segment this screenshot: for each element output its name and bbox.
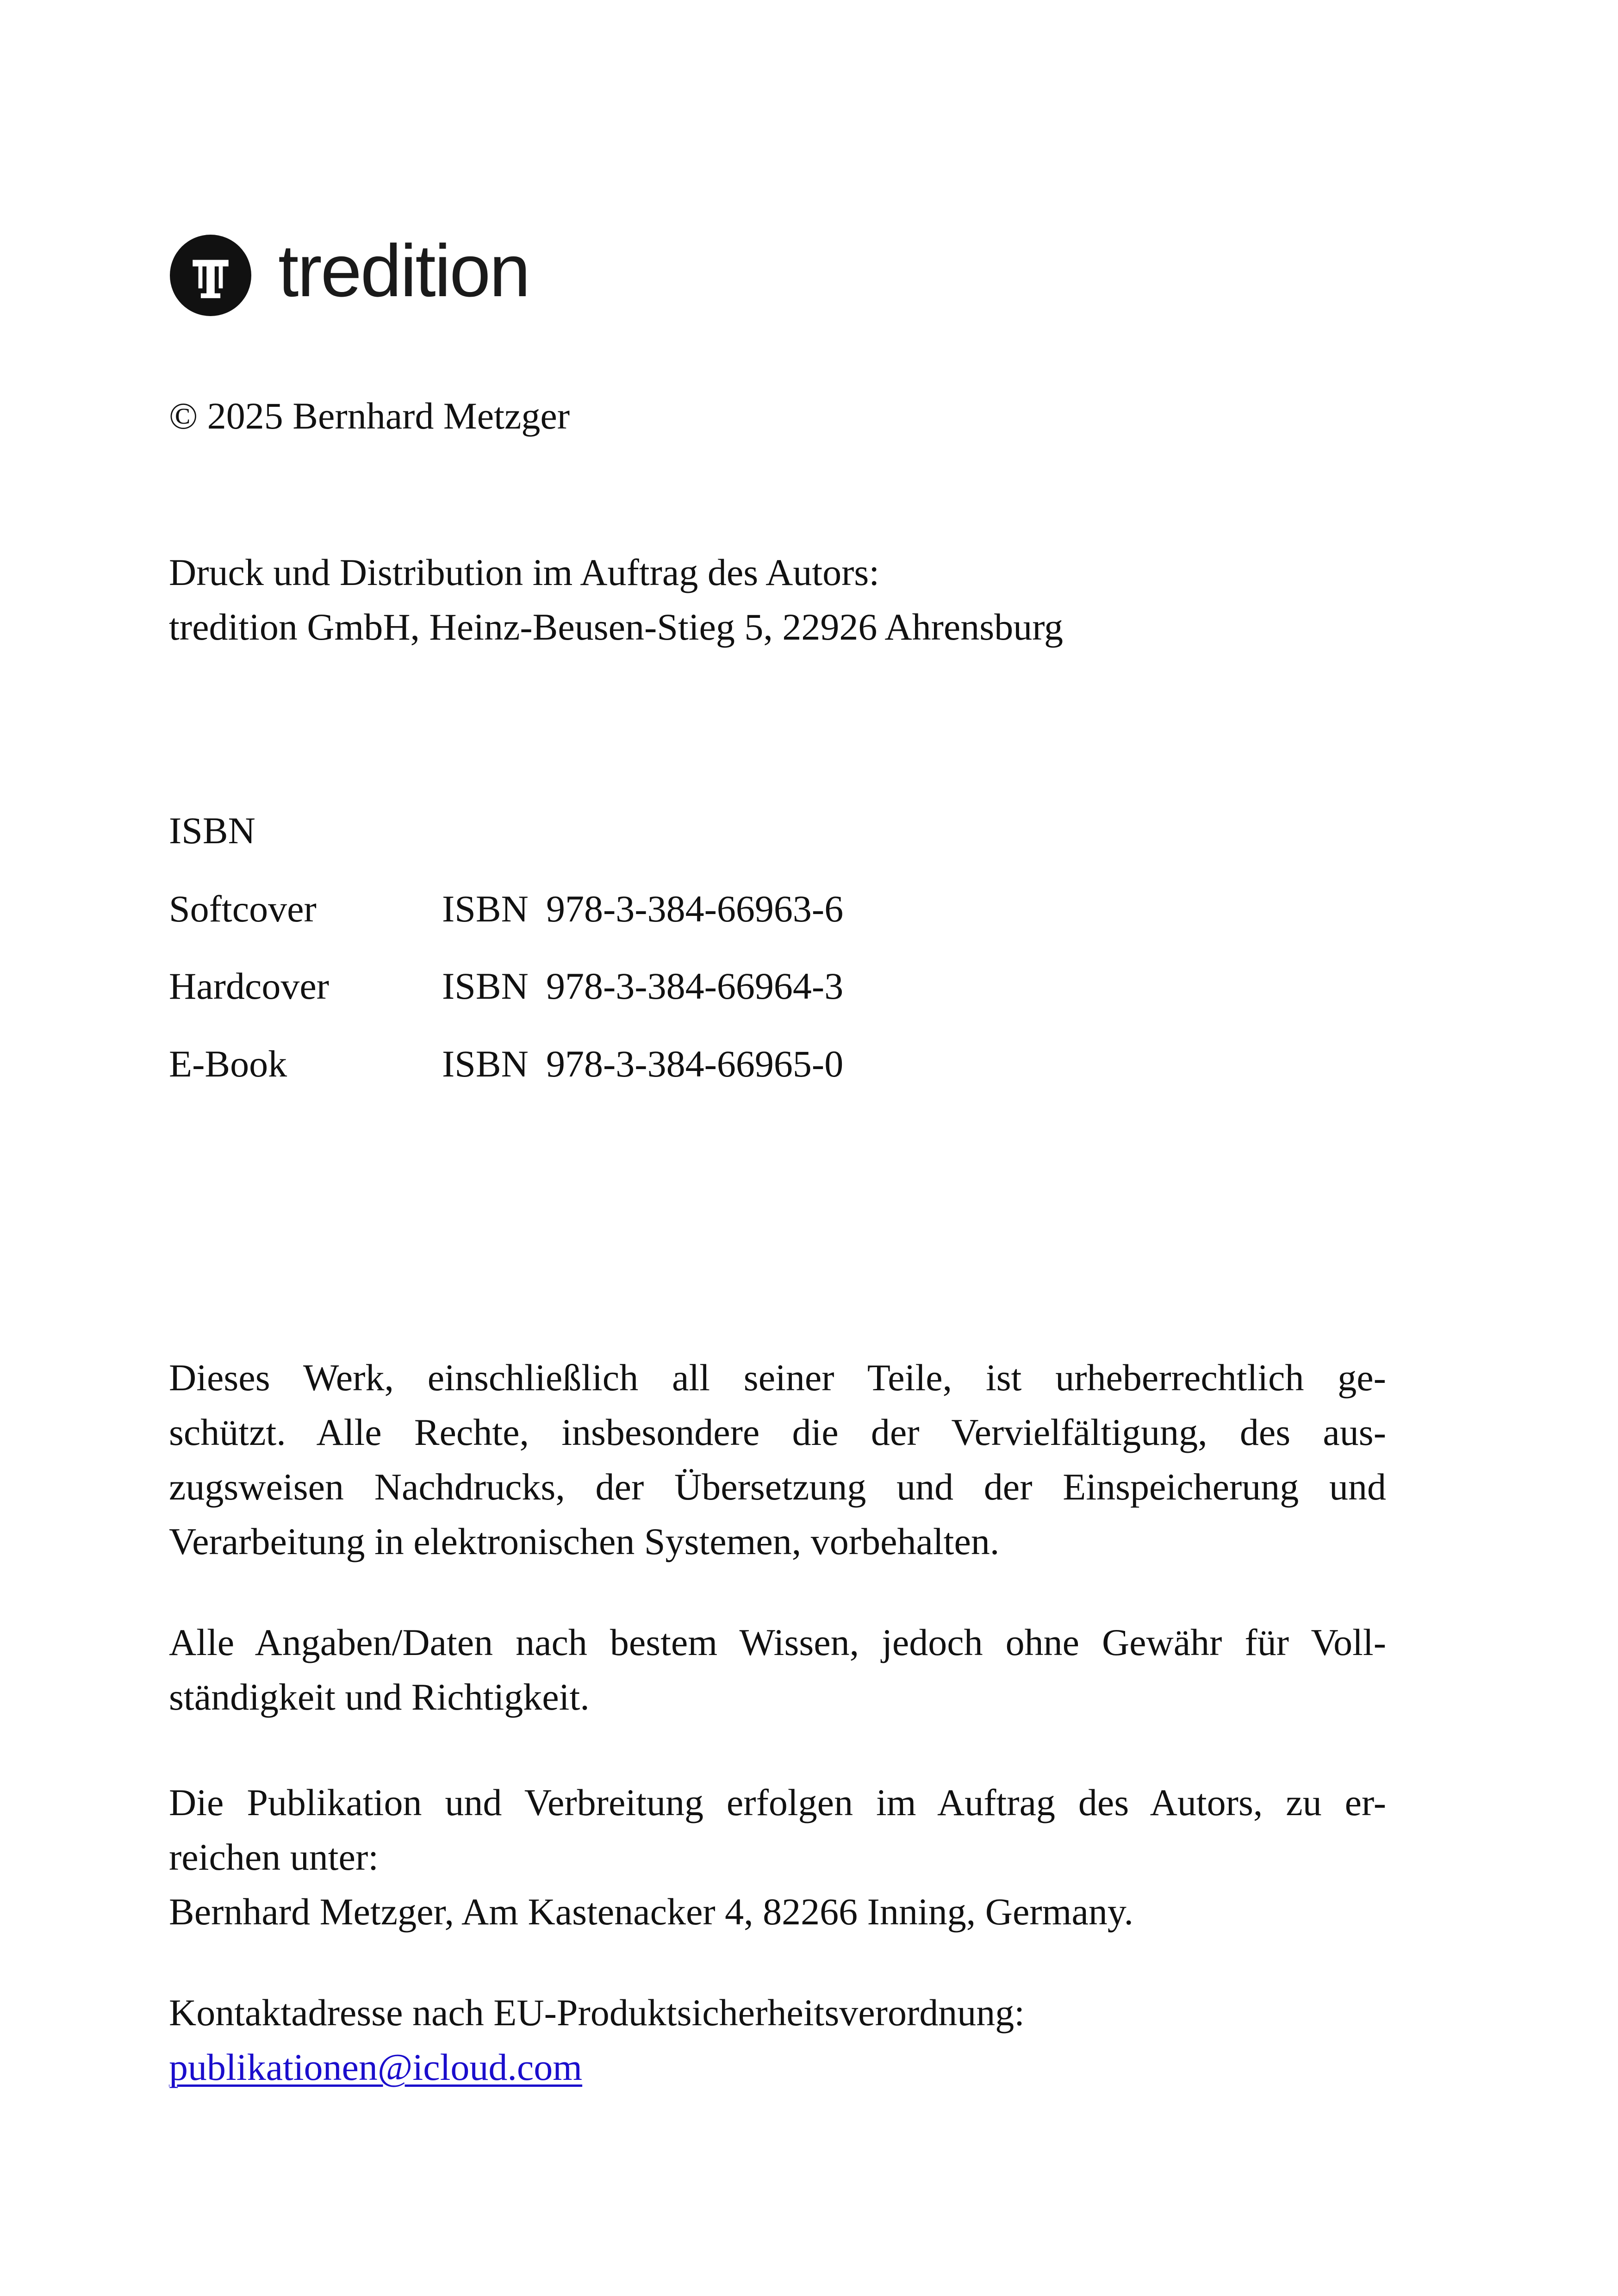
copyright-line: © 2025 Bernhard Metzger <box>169 395 570 437</box>
notice-line: schützt. Alle Rechte, insbesondere die der Vervielfältigung, des aus- <box>169 1411 1386 1453</box>
isbn-format: Softcover <box>169 888 317 930</box>
disclaimer-line: Alle Angaben/Daten nach bestem Wissen, jedoch ohne Gewähr für Voll- <box>169 1621 1386 1663</box>
isbn-label: ISBN <box>442 888 529 930</box>
isbn-format: E-Book <box>169 1043 287 1085</box>
disclaimer <box>169 1615 1386 1724</box>
disclaimer-line: ständigkeit und Richtigkeit. <box>169 1676 590 1718</box>
publication-line: Bernhard Metzger, Am Kastenacker 4, 82266 Inning, Germany. <box>169 1891 1134 1933</box>
tredition-logo-icon <box>170 235 251 316</box>
isbn-heading: ISBN <box>169 809 255 852</box>
publication-line: Die Publikation und Verbreitung erfolgen im Auftrag des Autors, zu er- <box>169 1781 1386 1823</box>
isbn-number: 978-3-384-66963-6 <box>546 888 844 930</box>
isbn-number: 978-3-384-66964-3 <box>546 965 844 1007</box>
isbn-number: 978-3-384-66965-0 <box>546 1043 844 1085</box>
publication-line: reichen unter: <box>169 1836 379 1878</box>
contact-label: Kontaktadresse nach EU-Produktsicherheitsverordnung: <box>169 1991 1025 2034</box>
isbn-label: ISBN <box>442 1043 529 1085</box>
publisher-logo <box>170 229 529 317</box>
notice-line: Verarbeitung in elektronischen Systemen, vorbehalten. <box>169 1520 1000 1562</box>
contact-email-link[interactable]: publikationen@icloud.com <box>169 2046 583 2088</box>
distribution-line-1: Druck und Distribution im Auftrag des Autors: <box>169 551 880 593</box>
isbn-label: ISBN <box>442 965 529 1007</box>
isbn-format: Hardcover <box>169 965 330 1007</box>
contact-block <box>169 1985 1386 2095</box>
notice-line: Dieses Werk, einschließlich all seiner Teile, ist urheberrechtlich ge- <box>169 1356 1386 1399</box>
notice-line: zugsweisen Nachdrucks, der Übersetzung und der Einspeicherung und <box>169 1466 1386 1508</box>
publication-notice <box>169 1775 1386 1939</box>
copyright-notice <box>169 1350 1386 1569</box>
distribution-line-2: tredition GmbH, Heinz-Beusen-Stieg 5, 22926 Ahrensburg <box>169 606 1064 648</box>
publisher-wordmark: tredition <box>278 229 529 312</box>
